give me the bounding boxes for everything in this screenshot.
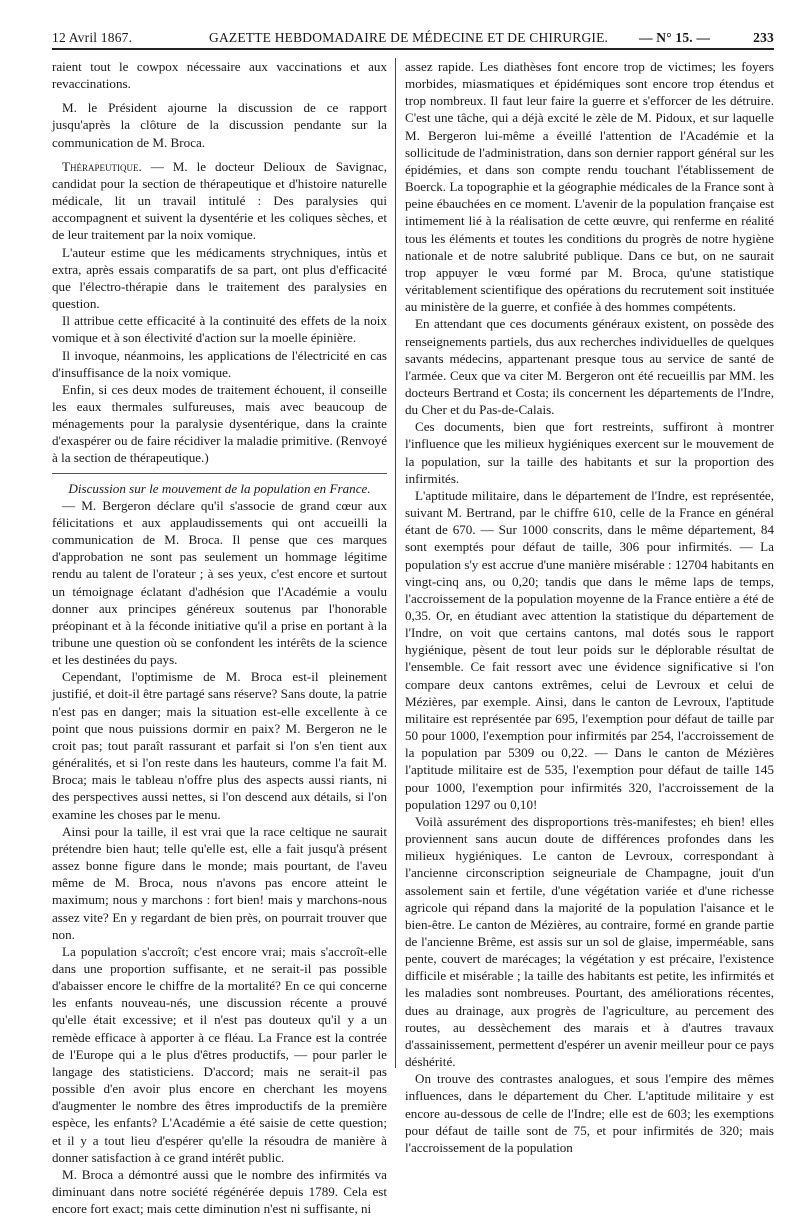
header-issue-number: — N° 15. — xyxy=(639,30,711,45)
running-header xyxy=(52,26,774,48)
paragraph: On trouve des contrastes analogues, et sous l'empire des mêmes influences, dans le département du Cher. L'aptitude militaire y est encore au-dessous de celle de l'Indre; elle est de 603; les exemptions pour défaut de taille sont de 75, et pour infirmités de 320; mais l'accroissement de la population xyxy=(405,1071,774,1155)
paragraph: Cependant, l'optimisme de M. Broca est-il pleinement justifié, et doit-il être partagé sans réserve? Sans doute, la patrie n'est pas en danger; mais la situation est-elle excellente à ce point que nous puissions dormir en paix? M. Bergeron ne le croit pas; tout paraît rassurant et parfait si l'on s'en tient aux généralités, et si l'on reste dans les hauteurs, comme l'a fait M. Broca; mais le tableau n'offre plus des aspects aussi riants, ni des perspectives aussi nettes, si l'on descend aux détails, si l'on examine les choses par le menu. xyxy=(52,669,387,822)
paragraph: Ainsi pour la taille, il est vrai que la race celtique ne saurait prétendre bien haut; telle qu'elle est, elle a fait jusqu'à présent assez bonne figure dans le monde; mais pourtant, de l'aveu même de M. Broca, nous n'avons pas encore atteint le maximum; nous y marchons : fort bien! mais y marchons-nous assez vite? En y regardant de bien près, on pourrait trouver que non. xyxy=(52,823,387,942)
right-column xyxy=(405,58,774,1156)
left-column xyxy=(52,58,387,1217)
paragraph-text: — M. le docteur Delioux de Savignac, candidat pour la section de thérapeutique et d'histoire naturelle médicale, lit un travail intitulé : Des paralysies qui accompagnent et suivent la dysentérie et les coliques sèches, et de leur traitement par la noix vomique. xyxy=(52,158,387,243)
paragraph: assez rapide. Les diathèses font encore trop de victimes; les foyers morbides, miasmatiques et épidémiques sont encore trop étendus et trop nombreux. Il faut leur faire la guerre et s'efforcer de les détruire. C'est une tâche, qui a déjà excité le zèle de M. Pidoux, et sur laquelle M. Bergeron lui-même a éveillé l'attention de l'Académie et la sollicitude de l'administration, dans son dernier rapport général sur les épidémies, et dans son compte rendu touchant l'établissement de Boerck. La topographie et la géographie médicales de la France sont à peine ébauchées en ce moment. L'avenir de la population française est intimement lié à la réalisation de cette œuvre, qui renferme en réalité tous les éléments et toutes les conditions du progrès de notre hygiène nationale et de notre salubrité publique. Dans ce but, on ne saurait trop appuyer le vœu formé par M. Broca, qu'une statistique véritablement scientifique des opérations du recrutement soit instituée au ministère de la guerre, et confiée à des hommes compétents. xyxy=(405,59,774,315)
header-journal-title: GAZETTE HEBDOMADAIRE DE MÉDECINE ET DE CHIRURGIE. xyxy=(209,30,609,45)
section-label: Thérapeutique. xyxy=(62,158,142,174)
paragraph: raient tout le cowpox nécessaire aux vaccinations et aux revaccinations. xyxy=(52,59,387,92)
paragraph: La population s'accroît; c'est encore vrai; mais s'accroît-elle dans une proportion suffisante, et ne serait-il pas possible d'abaisser encore le chiffre de la mortalité? En ce qui concerne les enfants nouveau-nés, une discussion récente a prouvé qu'elle était excessive; et il n'est pas douteux qu'il y a un remède efficace à apporter à ce fléau. La France est la contrée de l'Europe qui a le plus d'êtres productifs, — pour parler le langage des statisticiens. D'accord; mais ne serait-il pas possible d'en avoir plus encore en cherchant les moyens d'augmenter le nombre des êtres improductifs de la première espèce, les enfants? L'Académie a été saisie de cette question; et il y a tout lieu d'espérer qu'elle la résoudra de manière à donner satisfaction à ce grand intérêt public. xyxy=(52,943,387,1165)
column-divider xyxy=(395,58,396,1068)
header-rule xyxy=(52,48,774,50)
header-date: 12 Avril 1867. xyxy=(52,30,133,45)
paragraph: Ces documents, bien que fort restreints, suffiront à montrer l'influence que les milieux hygiéniques exercent sur le mouvement de la population, sur la taille des habitants et sur la proportion des infirmités. xyxy=(405,419,774,486)
section-title: Discussion sur le mouvement de la population en France. xyxy=(68,480,371,496)
section-separator xyxy=(52,473,387,474)
paragraph-therapeutique xyxy=(52,158,387,244)
paragraph: Il invoque, néanmoins, les applications de l'électricité en cas d'insuffisance de la noix vomique. xyxy=(52,347,387,380)
header-page-number: 233 xyxy=(753,30,774,45)
paragraph: En attendant que ces documents généraux existent, on possède des renseignements partiels, dus aux recherches individuelles de quelques savants médecins, appartenant presque tous au service de santé de l'armée. Ceux que va citer M. Bergeron ont été recueillis par MM. les docteurs Bertrand et Costa; ils concernent les départements de l'Indre, du Cher et du Pas-de-Calais. xyxy=(405,316,774,418)
paragraph: Il attribue cette efficacité à la continuité des effets de la noix vomique et à son électivité d'action sur la moelle épinière. xyxy=(52,313,387,346)
paragraph: M. Broca a démontré aussi que le nombre des infirmités va diminuant dans notre société régénérée depuis 1789. Cela est encore fort exact; mais cette diminution n'est ni suffisante, ni xyxy=(52,1166,387,1217)
paragraph: L'auteur estime que les médicaments strychniques, intùs et extra, après essais comparatifs de sa part, ont plus d'efficacité que l'électro-thérapie dans le traitement des paralysies en question. xyxy=(52,244,387,312)
paragraph: M. le Président ajourne la discussion de ce rapport jusqu'après la clôture de la discussion pendante sur la communication de M. Broca. xyxy=(52,100,387,150)
paragraph: Enfin, si ces deux modes de traitement échouent, il conseille les eaux thermales sulfureuses, mais avec beaucoup de ménagements pour la paralysie dysentérique, dans la crainte d'exaspérer ou de faire récidiver la maladie primitive. (Renvoyé à la section de thérapeutique.) xyxy=(52,381,387,466)
paragraph: — M. Bergeron déclare qu'il s'associe de grand cœur aux félicitations et aux applaudissements qui ont accueilli la communication de M. Broca. Il pense que ces marques d'approbation ne sont pas seulement un hommage légitime rendu au talent de l'orateur ; à ses yeux, c'est encore et surtout un témoignage éclatant d'adhésion que l'Académie a voulu donner aux principes généreux soutenus par l'honorable préopinant et à la féconde initiative qu'il a prise en portant à la tribune une question où se confondent les intérêts de la science et les destinées du pays. xyxy=(52,497,387,668)
paragraph: Voilà assurément des disproportions très-manifestes; eh bien! elles proviennent sans aucun doute de différences profondes dans les milieux hygiéniques. Le canton de Levroux, correspondant à l'ancienne circonscription seigneuriale de Champagne, jouit d'un assolement sain et fertile, d'une végétation variée et d'une richesse agricole qui répand dans la majorité de la population l'aisance et le bien-être. Le canton de Mézières, au contraire, formé en grande partie de l'ancienne Brême, est assis sur un sol de glaise, imperméable, sans pente, couvert de marécages; la végétation y est précaire, l'existence difficile et misérable ; la taille des habitants est petite, les infirmités et les maladies sont nombreuses. Pourtant, des améliorations récentes, dues au drainage, aux progrès de l'agriculture, au percement des routes, au dessèchement des marais et à d'autres travaux d'assainissement, permettent d'espérer un avenir meilleur pour ce pays déshérité. xyxy=(405,813,774,1070)
paragraph: L'aptitude militaire, dans le département de l'Indre, est représentée, suivant M. Bertrand, par le chiffre 610, celle de la France en général étant de 670. — Sur 1000 conscrits, dans le même département, 84 sont exemptés pour défaut de taille, 306 pour infirmités. — La population s'y est accrue d'une manière misérable : 12704 habitants en vingt-cinq ans, ou 0,20; tandis que dans le même laps de temps, l'accroissement de la population moyenne de la France entière a été de 0,35. Or, en étudiant avec attention la statistique du département de l'Indre, on voit que certains cantons, mal dotés sous le rapport hygiénique, pèsent de tout leur poids sur le déplorable résultat de l'ensemble. Ce fait ressort avec une évidence significative si l'on compare deux cantons extrêmes, celui de Levroux et celui de Mézières, par exemple. Ainsi, dans le canton de Levroux, l'aptitude militaire est représentée par 695, l'exemption pour défaut de taille par 50 pour 1000, l'exemption pour infirmités par 254, l'accroissement de la population par 5309 ou 0,22. — Dans le canton de Mézières l'aptitude militaire est de 535, l'exemption pour défaut de taille 145 pour 1000, l'exemption pour infirmités 320, l'accroissement de la population 1297 ou 0,10! xyxy=(405,487,774,812)
